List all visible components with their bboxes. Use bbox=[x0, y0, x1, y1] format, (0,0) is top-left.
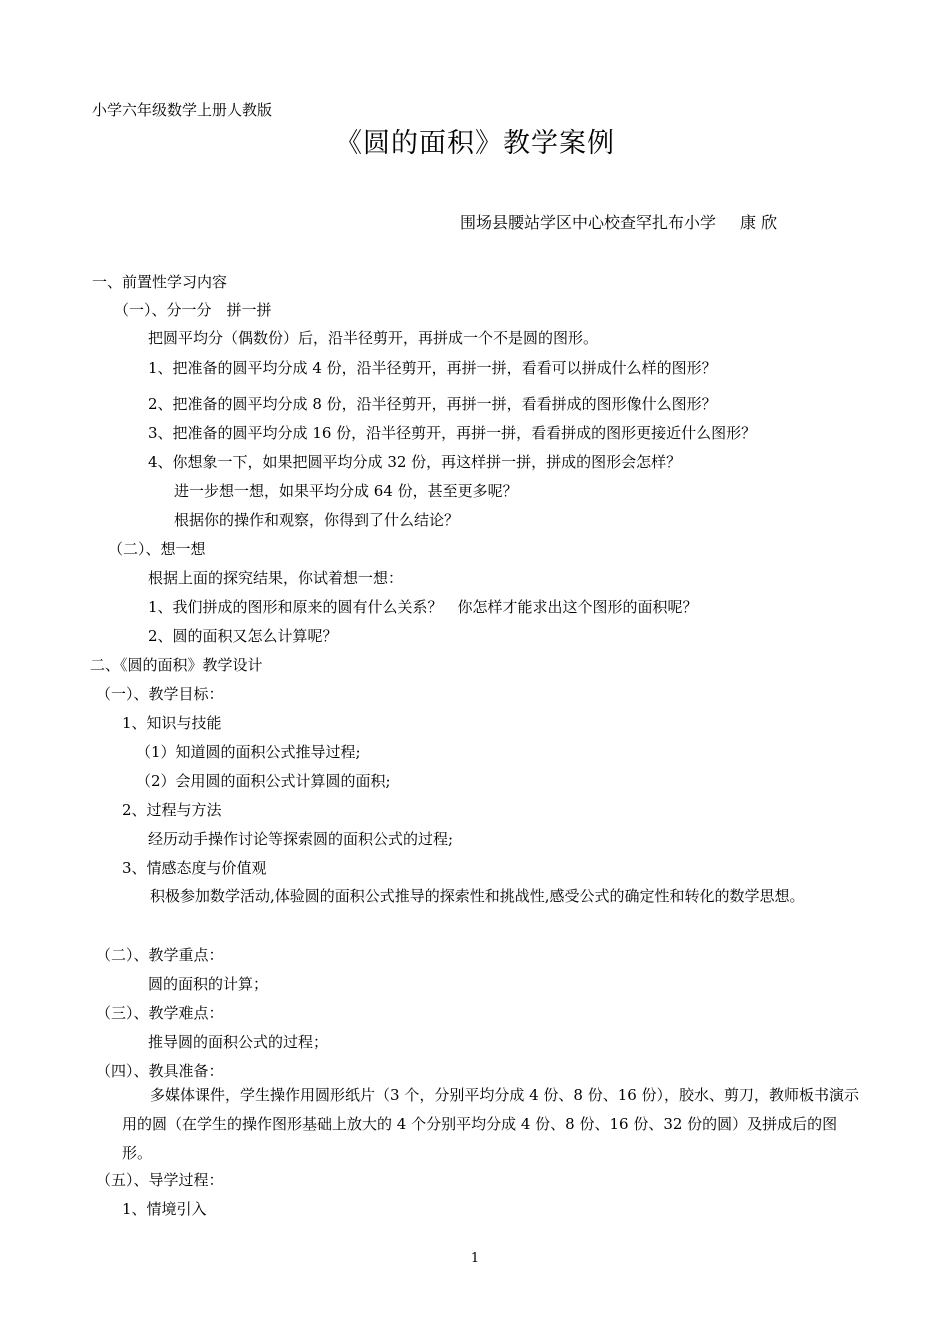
list-item: （1）知道圆的面积公式推导过程; bbox=[136, 743, 361, 761]
subsection-heading: （一）、教学目标： bbox=[96, 685, 224, 703]
list-item: 2、把准备的圆平均分成 8 份，沿半径剪开，再拼一拼，看看拼成的图形像什么图形？ bbox=[148, 395, 717, 413]
paragraph: 多媒体课件，学生操作用圆形纸片（3 个，分别平均分成 4 份、8 份、16 份），胶水、剪刀，教师板书演示用的圆（在学生的操作图形基础上放大的 4 个分别平均分成 4 份、8 份、16 份、32 份的圆）及拼成后的图形。 bbox=[122, 1086, 860, 1162]
paragraph: 圆的面积的计算； bbox=[148, 975, 269, 993]
subject-header: 小学六年级数学上册人教版 bbox=[92, 101, 273, 119]
subsection-heading: （五）、导学过程： bbox=[96, 1171, 224, 1189]
list-item: 3、把准备的圆平均分成 16 份，沿半径剪开，再拼一拼，看看拼成的图形更接近什么图形？ bbox=[148, 424, 757, 442]
document-title: 《圆的面积》教学案例 bbox=[335, 128, 615, 159]
subsection-heading: （二）、教学重点： bbox=[96, 946, 224, 964]
subsection-heading: （三）、教学难点： bbox=[96, 1004, 224, 1022]
list-item: 2、过程与方法 bbox=[122, 801, 222, 819]
paragraph: 积极参加数学活动,体验圆的面积公式推导的探索性和挑战性,感受公式的确定性和转化的数学思想。 bbox=[150, 887, 805, 905]
list-item: （2）会用圆的面积公式计算圆的面积; bbox=[136, 772, 391, 790]
section-heading: 一、前置性学习内容 bbox=[92, 273, 228, 291]
page-number: 1 bbox=[470, 1251, 480, 1266]
list-item: 2、圆的面积又怎么计算呢？ bbox=[148, 627, 338, 645]
list-item: 1、我们拼成的图形和原来的圆有什么关系？ 你怎样才能求出这个图形的面积呢？ bbox=[148, 598, 698, 616]
paragraph: 根据你的操作和观察，你得到了什么结论？ bbox=[174, 511, 460, 529]
list-item: 1、把准备的圆平均分成 4 份，沿半径剪开，再拼一拼，看看可以拼成什么样的图形？ bbox=[148, 359, 717, 377]
subsection-heading: （四）、教具准备： bbox=[96, 1062, 224, 1080]
author-name: 康 欣 bbox=[740, 213, 778, 232]
paragraph: 经历动手操作讨论等探索圆的面积公式的过程; bbox=[148, 830, 454, 848]
section-heading: 二、《圆的面积》教学设计 bbox=[90, 656, 263, 674]
subsection-heading: （一）、分一分 拼一拼 bbox=[114, 301, 272, 319]
paragraph: 进一步想一想，如果平均分成 64 份，甚至更多呢？ bbox=[174, 482, 518, 500]
paragraph: 根据上面的探究结果，你试着想一想： bbox=[148, 569, 404, 587]
list-item: 1、知识与技能 bbox=[122, 714, 222, 732]
list-item: 3、情感态度与价值观 bbox=[122, 859, 267, 877]
paragraph: 推导圆的面积公式的过程； bbox=[148, 1033, 329, 1051]
author-school: 围场县腰站学区中心校查罕扎布小学 bbox=[460, 213, 717, 232]
paragraph: 把圆平均分（偶数份）后，沿半径剪开，再拼成一个不是圆的图形。 bbox=[148, 329, 599, 347]
subsection-heading: （二）、想一想 bbox=[108, 540, 206, 558]
list-item: 1、情境引入 bbox=[122, 1200, 207, 1218]
list-item: 4、你想象一下，如果把圆平均分成 32 份，再这样拼一拼，拼成的图形会怎样？ bbox=[148, 453, 682, 471]
author-line bbox=[460, 213, 777, 233]
